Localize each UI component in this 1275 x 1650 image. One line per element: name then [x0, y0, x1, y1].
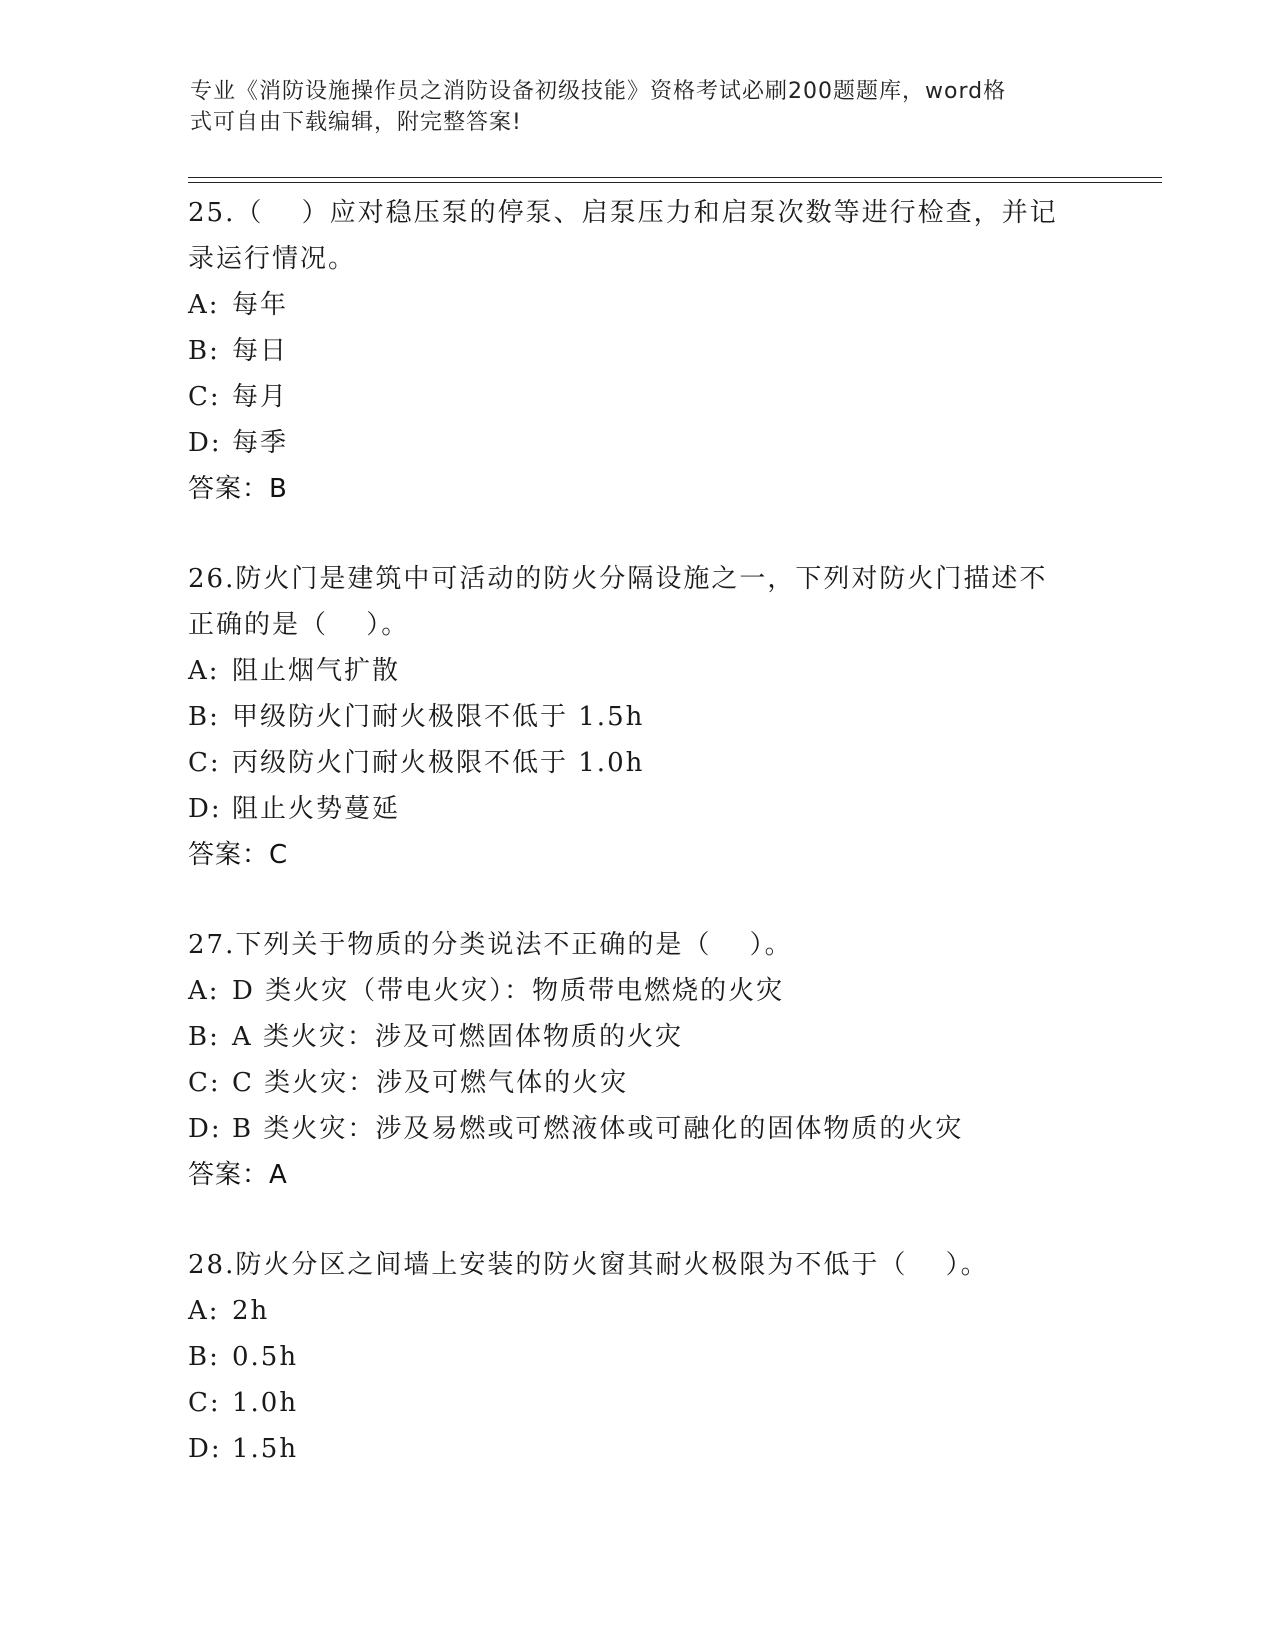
header-line-1: 专业《消防设施操作员之消防设备初级技能》资格考试必刷200题题库，word格 [190, 79, 1007, 104]
option-text: B 类火灾：涉及易燃或可燃液体或可融化的固体物质的火灾 [232, 1114, 964, 1144]
header-line-2: 式可自由下载编辑，附完整答案! [190, 110, 522, 135]
option-text: 丙级防火门耐火极限不低于 1.0h [232, 748, 645, 778]
option-text: 0.5h [232, 1342, 299, 1372]
question-27 [188, 922, 1088, 1198]
option-key: C: [188, 748, 221, 778]
option-a [188, 282, 1088, 328]
question-stem: 25.（ ）应对稳压泵的停泵、启泵压力和启泵次数等进行检查，并记 [188, 198, 1058, 228]
option-c [188, 374, 1088, 420]
answer-line: 答案：B [188, 474, 288, 504]
option-key: C: [188, 1388, 221, 1418]
option-text: 甲级防火门耐火极限不低于 1.5h [232, 702, 645, 732]
question-stem: 26.防火门是建筑中可活动的防火分隔设施之一，下列对防火门描述不 [188, 564, 1048, 594]
option-text: 1.0h [232, 1388, 299, 1418]
option-text: 阻止火势蔓延 [232, 794, 401, 824]
option-c [188, 740, 1088, 786]
question-list [188, 190, 1088, 1516]
option-text: 2h [232, 1296, 270, 1326]
option-d [188, 786, 1088, 832]
option-text: D 类火灾（带电火灾）：物质带电燃烧的火灾 [232, 976, 785, 1006]
answer-line: 答案：C [188, 840, 289, 870]
question-stem-continued: 正确的是（ ）。 [188, 610, 410, 640]
option-key: D: [188, 1434, 222, 1464]
question-28 [188, 1242, 1088, 1472]
option-b [188, 1334, 1088, 1380]
option-d [188, 420, 1088, 466]
option-text: 阻止烟气扩散 [232, 656, 401, 686]
question-25 [188, 190, 1088, 512]
answer-line: 答案：A [188, 1160, 288, 1190]
option-key: B: [188, 1022, 220, 1052]
option-a [188, 1288, 1088, 1334]
option-text: 每日 [232, 336, 289, 366]
option-key: D: [188, 1114, 222, 1144]
option-b [188, 694, 1088, 740]
option-text: 每年 [232, 290, 289, 320]
header-divider-top [188, 177, 1162, 178]
option-c [188, 1380, 1088, 1426]
question-stem-continued: 录运行情况。 [188, 244, 357, 274]
option-text: A 类火灾：涉及可燃固体物质的火灾 [232, 1022, 684, 1052]
document-header [190, 76, 1090, 138]
option-key: A: [188, 290, 220, 320]
option-b [188, 1014, 1088, 1060]
option-c [188, 1060, 1088, 1106]
option-text: C 类火灾：涉及可燃气体的火灾 [232, 1068, 629, 1098]
option-key: D: [188, 428, 222, 458]
option-key: A: [188, 976, 220, 1006]
option-key: C: [188, 1068, 221, 1098]
option-text: 1.5h [232, 1434, 299, 1464]
option-text: 每月 [232, 382, 289, 412]
option-text: 每季 [232, 428, 289, 458]
option-key: B: [188, 1342, 220, 1372]
option-key: D: [188, 794, 222, 824]
question-26 [188, 556, 1088, 878]
option-key: B: [188, 702, 220, 732]
header-divider-bottom [188, 182, 1162, 183]
option-key: B: [188, 336, 220, 366]
option-key: C: [188, 382, 221, 412]
option-a [188, 648, 1088, 694]
option-key: A: [188, 1296, 220, 1326]
option-b [188, 328, 1088, 374]
option-a [188, 968, 1088, 1014]
option-key: A: [188, 656, 220, 686]
question-stem: 27.下列关于物质的分类说法不正确的是（ ）。 [188, 930, 793, 960]
question-stem: 28.防火分区之间墙上安装的防火窗其耐火极限为不低于（ ）。 [188, 1250, 989, 1280]
option-d [188, 1106, 1088, 1152]
option-d [188, 1426, 1088, 1472]
